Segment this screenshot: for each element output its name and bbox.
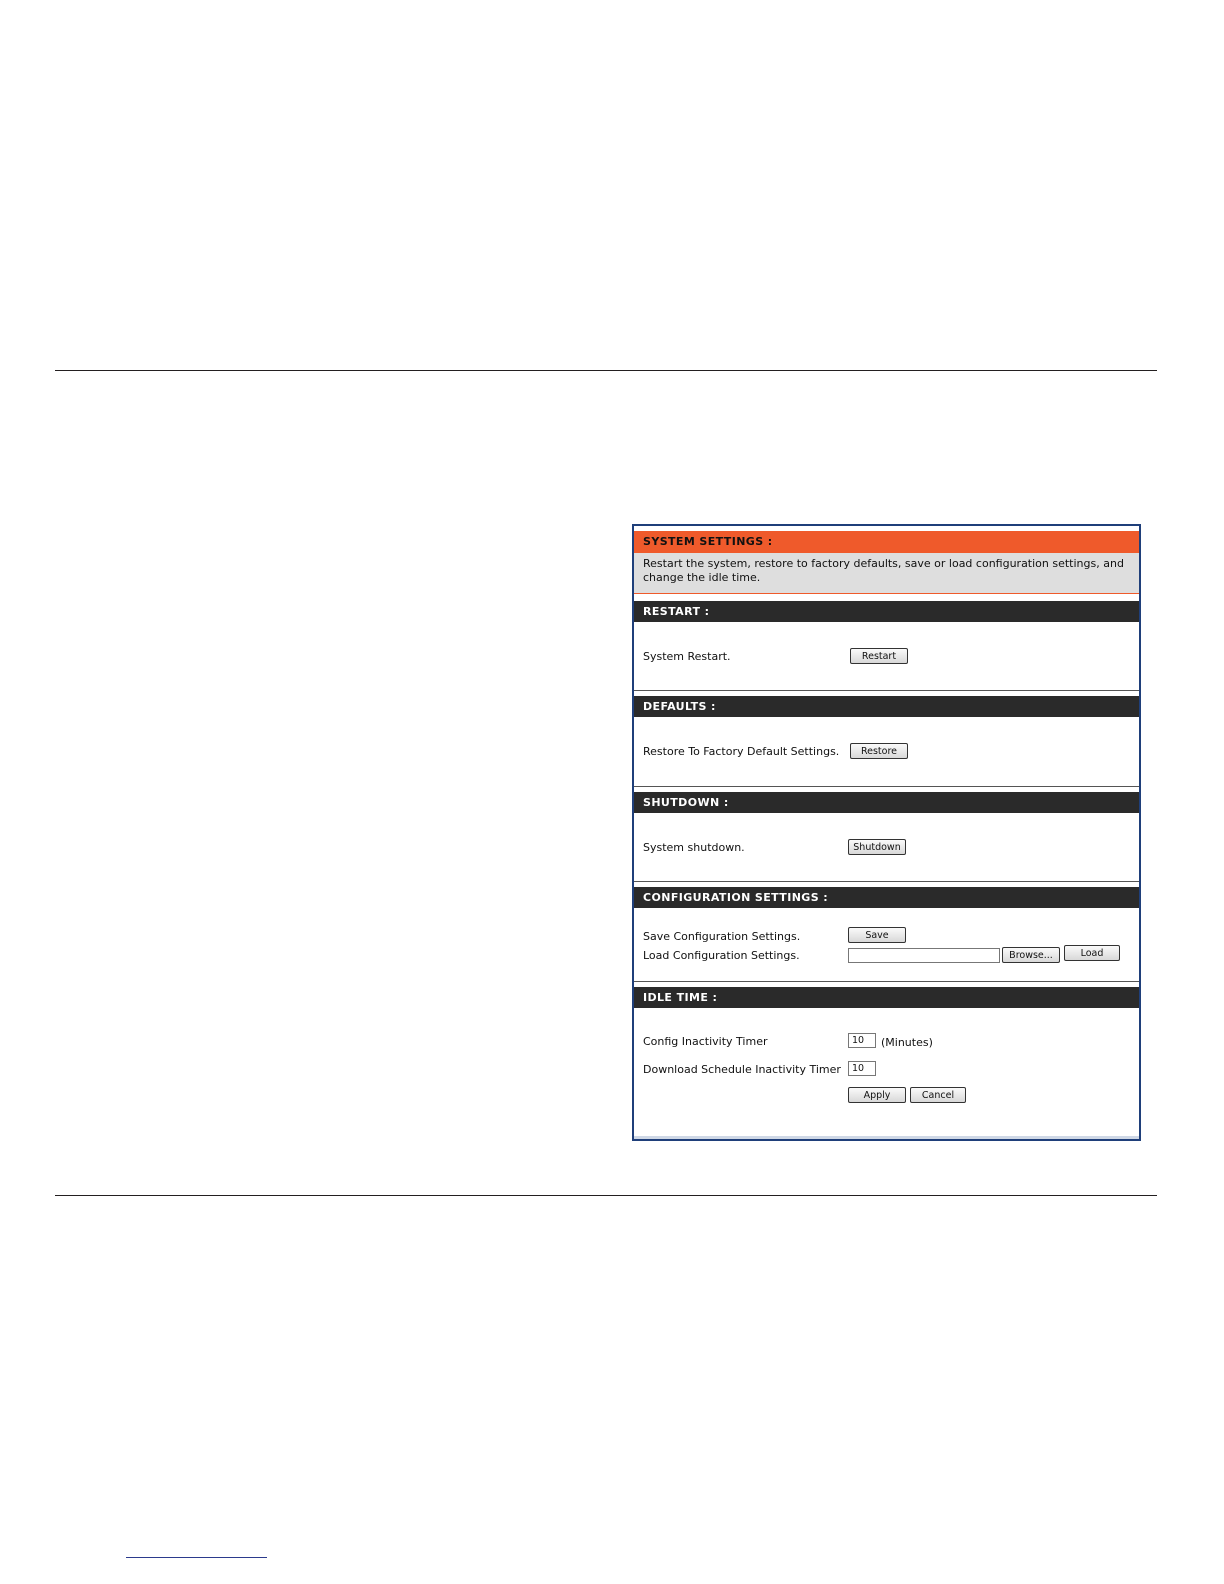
system-restart-label: System Restart. bbox=[643, 650, 731, 663]
restore-button[interactable]: Restore bbox=[850, 743, 908, 759]
restart-section-title: RESTART : bbox=[634, 601, 1139, 622]
idle-time-section-title: IDLE TIME : bbox=[634, 987, 1139, 1008]
minutes-unit-label: (Minutes) bbox=[881, 1036, 933, 1049]
config-inactivity-timer-input[interactable] bbox=[848, 1033, 876, 1048]
panel-bottom-bar bbox=[634, 1136, 1139, 1139]
restore-defaults-label: Restore To Factory Default Settings. bbox=[643, 745, 840, 758]
shutdown-section-divider bbox=[634, 881, 1139, 882]
config-file-input[interactable] bbox=[848, 948, 1000, 963]
browse-button[interactable]: Browse... bbox=[1002, 947, 1060, 963]
load-configuration-label: Load Configuration Settings. bbox=[643, 949, 800, 962]
configuration-section-divider bbox=[634, 981, 1139, 982]
top-divider bbox=[55, 370, 1157, 371]
bottom-divider bbox=[55, 1195, 1157, 1196]
cancel-button[interactable]: Cancel bbox=[910, 1087, 966, 1103]
download-schedule-timer-label: Download Schedule Inactivity Timer bbox=[643, 1063, 841, 1076]
configuration-section-title: CONFIGURATION SETTINGS : bbox=[634, 887, 1139, 908]
shutdown-button[interactable]: Shutdown bbox=[848, 839, 906, 855]
save-configuration-label: Save Configuration Settings. bbox=[643, 930, 801, 943]
defaults-section-divider bbox=[634, 786, 1139, 787]
restart-section-divider bbox=[634, 690, 1139, 691]
apply-button[interactable]: Apply bbox=[848, 1087, 906, 1103]
download-schedule-timer-input[interactable] bbox=[848, 1061, 876, 1076]
config-inactivity-timer-label: Config Inactivity Timer bbox=[643, 1035, 768, 1048]
shutdown-section-title: SHUTDOWN : bbox=[634, 792, 1139, 813]
defaults-section-title: DEFAULTS : bbox=[634, 696, 1139, 717]
save-button[interactable]: Save bbox=[848, 927, 906, 943]
load-button[interactable]: Load bbox=[1064, 945, 1120, 961]
system-settings-title: SYSTEM SETTINGS : bbox=[634, 531, 1139, 553]
restart-button[interactable]: Restart bbox=[850, 648, 908, 664]
footer-link-underline[interactable] bbox=[126, 1557, 267, 1558]
system-settings-description: Restart the system, restore to factory defaults, save or load configuration settings, and change the idle time. bbox=[634, 553, 1139, 594]
system-shutdown-label: System shutdown. bbox=[643, 841, 745, 854]
system-settings-panel bbox=[632, 524, 1141, 1141]
